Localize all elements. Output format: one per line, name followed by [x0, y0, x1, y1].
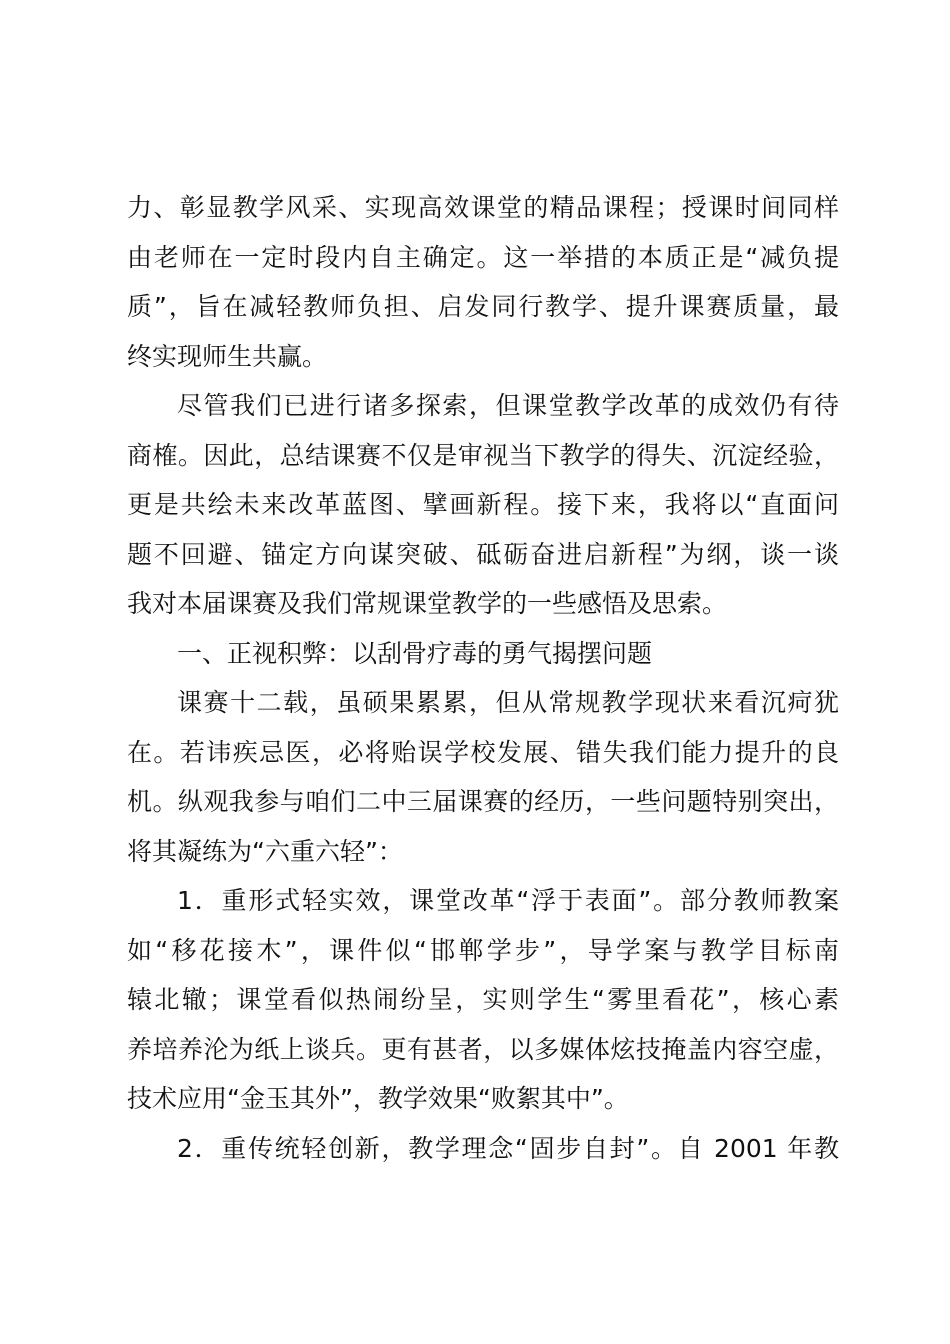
text-line: 尽管我们已进行诸多探索，但课堂教学改革的成效仍有待 [177, 391, 839, 420]
text-line: 商榷。因此，总结课赛不仅是审视当下教学的得失、沉淀经验， [127, 440, 839, 470]
paragraph [127, 876, 839, 1124]
text-line: 更是共绘未来改革蓝图、擘画新程。接下来，我将以“直面问 [127, 490, 839, 519]
text-line: 在。若讳疾忌医，必将贻误学校发展、错失我们能力提升的良 [127, 737, 839, 767]
text-line: 课赛十二载，虽硕果累累，但从常规教学现状来看沉疴犹 [177, 688, 839, 717]
text-line: 我对本届课赛及我们常规课堂教学的一些感悟及思索。 [127, 589, 728, 618]
text-line: 终实现师生共赢。 [127, 341, 328, 371]
document-body [127, 183, 839, 1173]
paragraph [127, 678, 839, 876]
text-line: 养培养沦为纸上谈兵。更有甚者，以多媒体炫技掩盖内容空虚， [127, 1034, 839, 1064]
text-line: 如“移花接木”，课件似“邯郸学步”，导学案与教学目标南 [127, 935, 839, 965]
text-line: 由老师在一定时段内自主确定。这一举措的本质正是“减负提 [127, 242, 839, 272]
text-line: 技术应用“金玉其外”，教学效果“败絮其中”。 [127, 1084, 629, 1113]
text-line: 质”，旨在减轻教师负担、启发同行教学、提升课赛质量，最 [127, 292, 839, 321]
heading-text: 一、正视积弊：以刮骨疗毒的勇气揭摆问题 [177, 638, 653, 668]
paragraph [127, 381, 839, 629]
text-line: 1．重形式轻实效，课堂改革“浮于表面”。部分教师教案 [177, 886, 839, 915]
paragraph [127, 183, 839, 381]
text-line: 将其凝练为“六重六轻”： [127, 836, 403, 866]
text-line: 题不回避、锚定方向谋突破、砥砺奋进启新程”为纲，谈一谈 [127, 539, 839, 569]
text-line: 力、彰显教学风采、实现高效课堂的精品课程；授课时间同样 [127, 193, 839, 222]
section-heading [127, 629, 839, 679]
paragraph [127, 1124, 839, 1174]
text-line: 机。纵观我参与咱们二中三届课赛的经历，一些问题特别突出， [127, 787, 839, 816]
text-line: 辕北辙；课堂看似热闹纷呈，实则学生“雾里看花”，核心素 [127, 985, 839, 1014]
text-line: 2．重传统轻创新，教学理念“固步自封”。自 2001 年教 [177, 1133, 839, 1163]
